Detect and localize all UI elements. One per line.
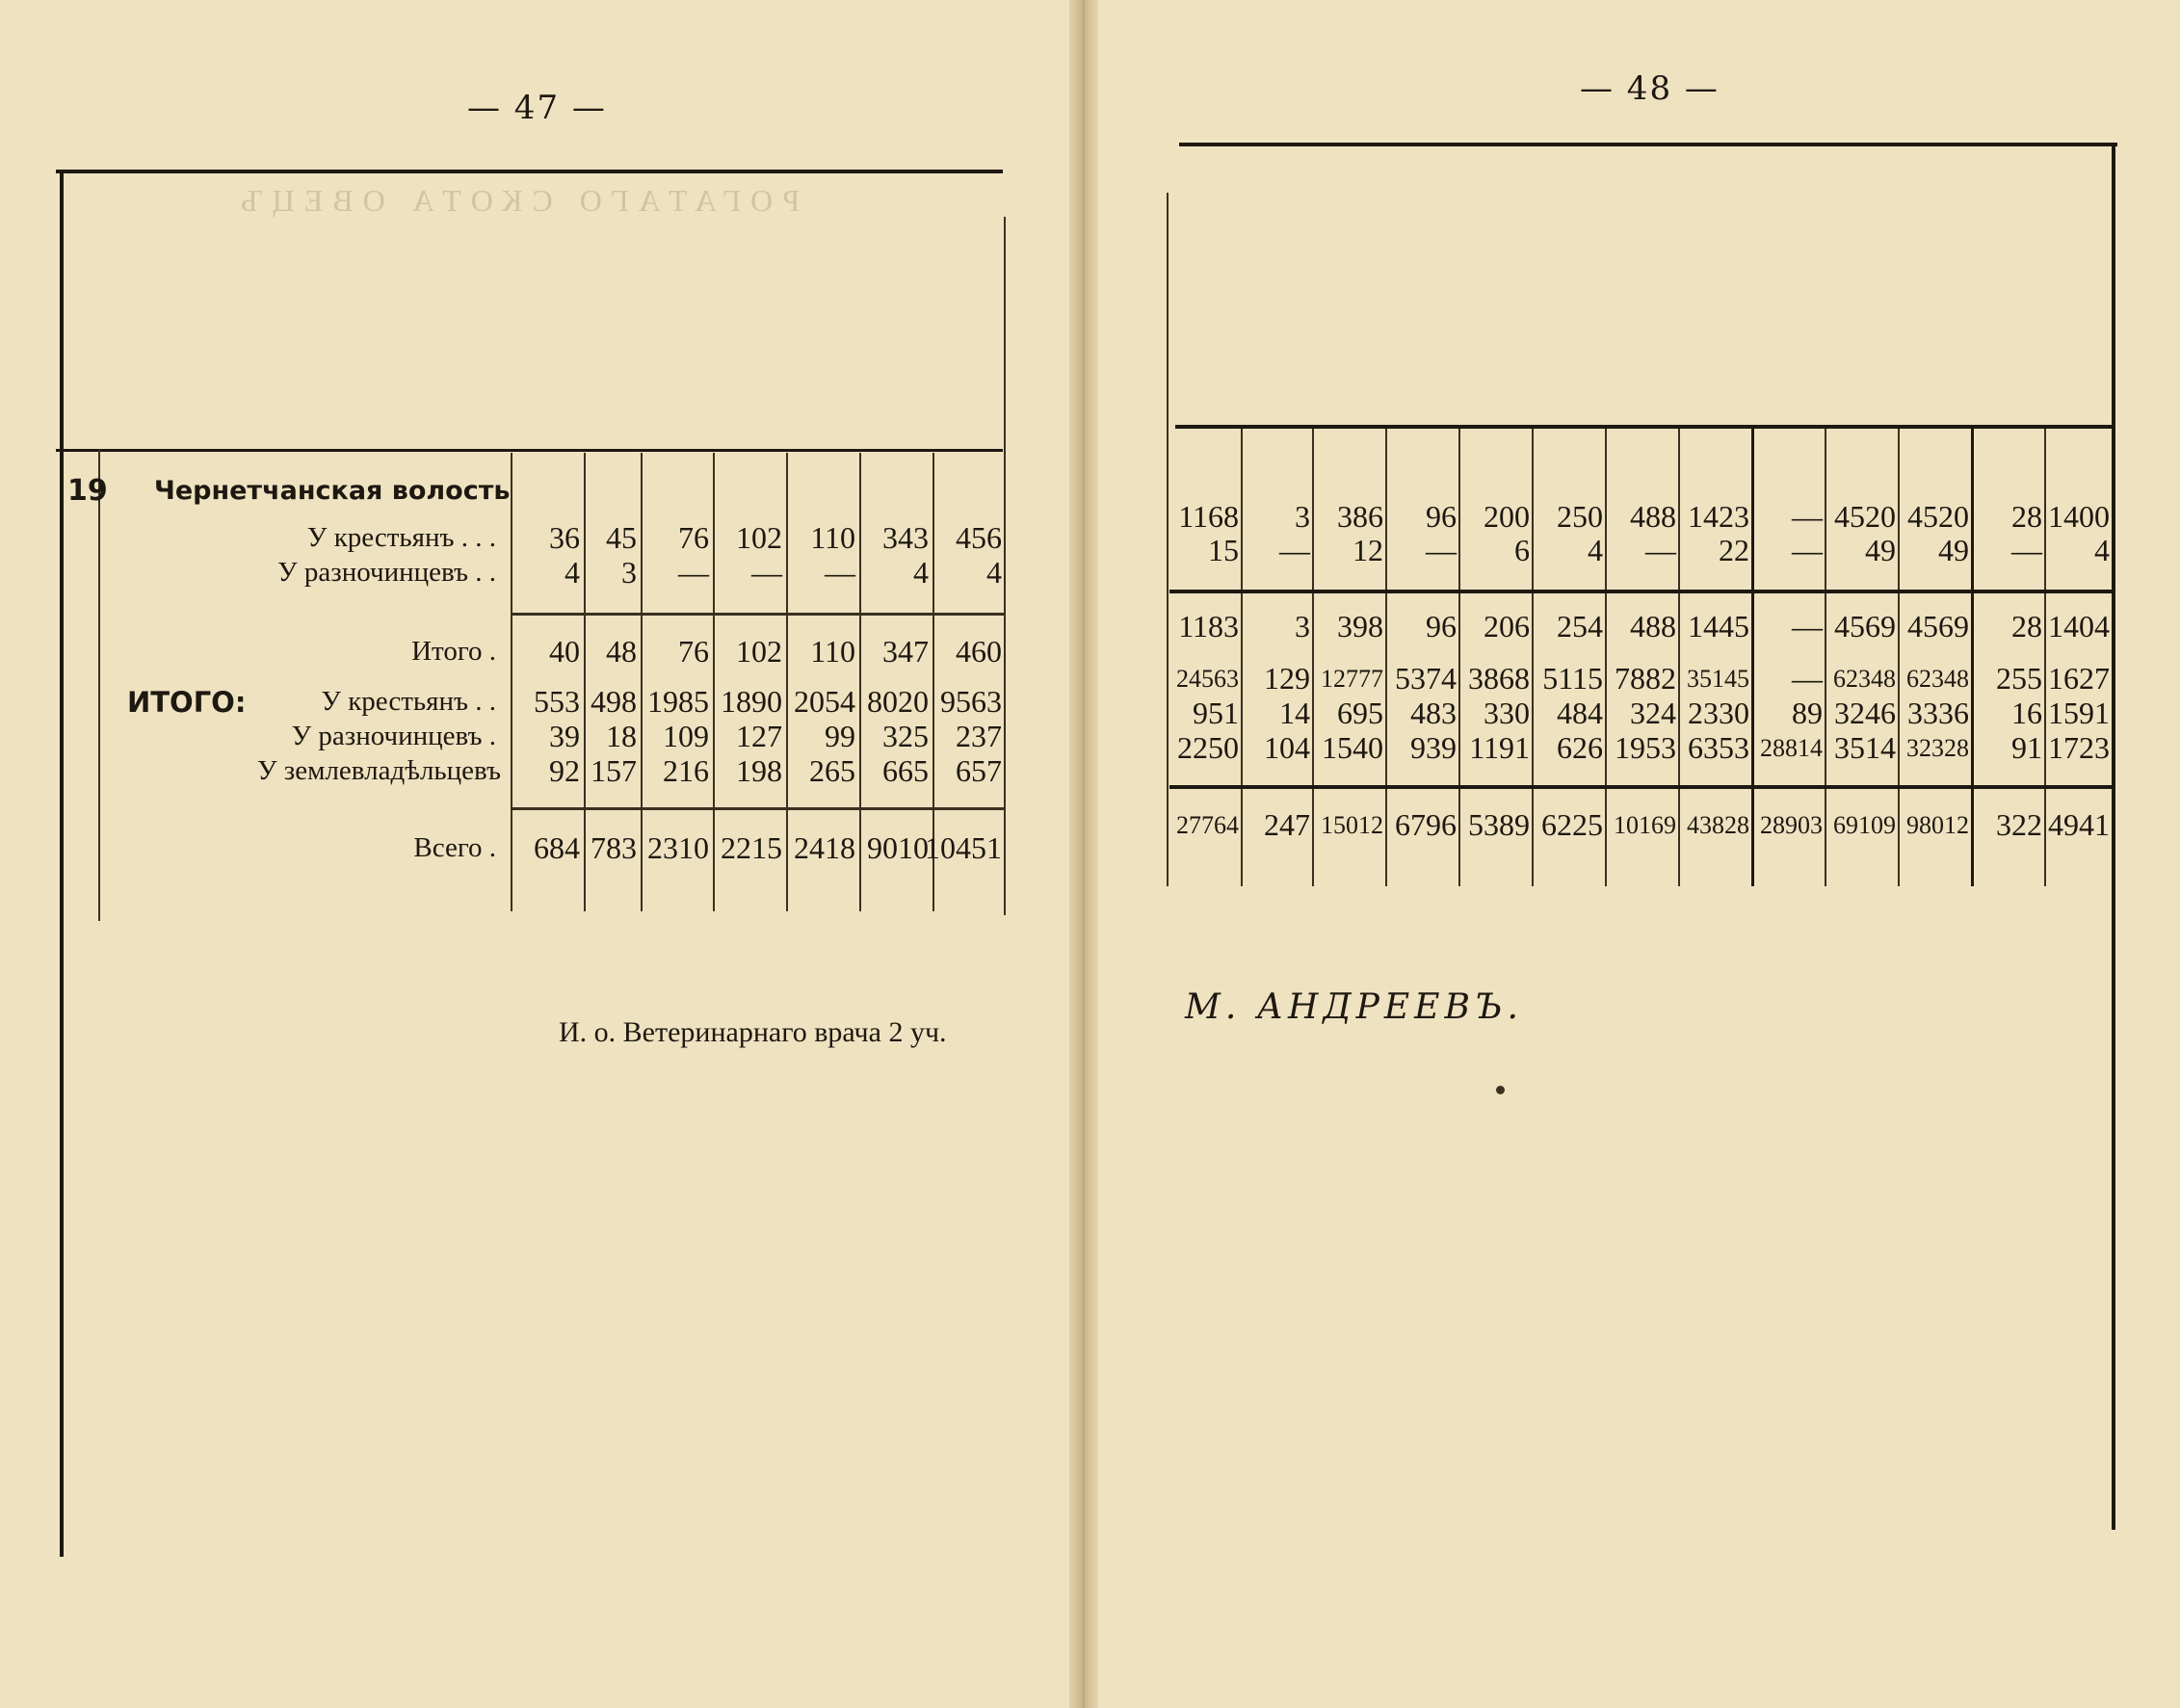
cell-value: 3	[1295, 609, 1310, 644]
cell-value: 657	[956, 753, 1002, 788]
column-rule	[1825, 429, 1826, 886]
cell-value: 3868	[1468, 661, 1530, 696]
cell-value: —	[678, 555, 709, 590]
cell-value: 28814	[1760, 734, 1823, 762]
cell-value: 9010	[867, 830, 929, 865]
cell-value: 2418	[794, 830, 855, 865]
cell-value: 28	[2011, 499, 2042, 534]
row-label: У землевладѣльцевъ	[256, 755, 501, 786]
column-rule	[1458, 429, 1460, 886]
cell-value: 69109	[1833, 811, 1896, 839]
cell-value: 198	[736, 753, 782, 788]
cell-value: —	[825, 555, 855, 590]
volost-title: Чернетчанская волость	[154, 476, 511, 506]
cell-value: 89	[1792, 696, 1823, 730]
cell-value: —	[1792, 609, 1823, 644]
cell-value: 695	[1337, 696, 1383, 730]
cell-value: —	[1792, 499, 1823, 534]
cell-value: 27764	[1176, 811, 1239, 839]
cell-value: 398	[1337, 609, 1383, 644]
column-rule	[1241, 429, 1243, 886]
cell-value: 18	[606, 719, 637, 753]
cell-value: 10169	[1614, 811, 1676, 839]
cell-value: 4569	[1834, 609, 1896, 644]
cell-value: 498	[591, 684, 637, 719]
cell-value: 110	[810, 634, 855, 669]
cell-value: 12	[1353, 533, 1383, 567]
subtotal-rule	[512, 613, 1004, 616]
cell-value: 1953	[1615, 730, 1676, 765]
cell-value: 483	[1410, 696, 1457, 730]
table-col-rule	[859, 453, 861, 911]
cell-value: 40	[549, 634, 580, 669]
cell-value: 5389	[1468, 807, 1530, 842]
cell-value: 347	[882, 634, 929, 669]
column-rule	[1678, 429, 1680, 886]
cell-value: 102	[736, 520, 782, 555]
cell-value: 247	[1264, 807, 1310, 842]
cell-value: 43828	[1687, 811, 1749, 839]
cell-value: 1591	[2048, 696, 2110, 730]
cell-value: 6225	[1541, 807, 1603, 842]
cell-value: 45	[606, 520, 637, 555]
cell-value: 127	[736, 719, 782, 753]
cell-value: 102	[736, 634, 782, 669]
cell-value: 24563	[1176, 665, 1239, 693]
cell-value: 7882	[1615, 661, 1676, 696]
cell-value: 1183	[1178, 609, 1239, 644]
cell-value: 324	[1630, 696, 1676, 730]
column-rule	[2044, 429, 2046, 886]
cell-value: 22	[1719, 533, 1749, 567]
cell-value: —	[2011, 533, 2042, 567]
cell-value: 684	[534, 830, 580, 865]
ink-dot	[1496, 1086, 1505, 1094]
cell-value: 157	[591, 753, 637, 788]
cell-value: 3	[1295, 499, 1310, 534]
bleed-through-header: РОГАТАГО СКОТА ОВЕЦЪ	[231, 183, 801, 218]
cell-value: 91	[2011, 730, 2042, 765]
cell-value: 5115	[1542, 661, 1603, 696]
cell-value: 32328	[1906, 734, 1969, 762]
cell-value: —	[1792, 661, 1823, 696]
cell-value: 2250	[1177, 730, 1239, 765]
total-rule	[512, 807, 1004, 810]
cell-value: 14	[1279, 696, 1310, 730]
cell-value: 4941	[2048, 807, 2110, 842]
cell-value: 28903	[1760, 811, 1823, 839]
row-label: У крестьянъ . .	[321, 686, 496, 717]
cell-value: 96	[1426, 499, 1457, 534]
cell-value: 237	[956, 719, 1002, 753]
cell-value: 2310	[647, 830, 709, 865]
cell-value: 1423	[1688, 499, 1749, 534]
cell-value: 1723	[2048, 730, 2110, 765]
cell-value: —	[1792, 533, 1823, 567]
table-col-rule	[584, 453, 586, 911]
table-left-border	[60, 170, 64, 1557]
cell-value: 96	[1426, 609, 1457, 644]
cell-value: 35145	[1687, 665, 1749, 693]
cell-value: 951	[1193, 696, 1239, 730]
cell-value: 36	[549, 520, 580, 555]
table-col-rule	[641, 453, 643, 911]
column-rule	[1532, 429, 1534, 886]
cell-value: —	[751, 555, 782, 590]
cell-value: 1540	[1322, 730, 1383, 765]
cell-value: 1404	[2048, 609, 2110, 644]
row-label: У разночинцевъ . .	[277, 557, 496, 588]
cell-value: —	[1426, 533, 1457, 567]
column-rule	[1385, 429, 1387, 886]
cell-value: 3514	[1834, 730, 1896, 765]
column-rule	[1971, 429, 1974, 886]
cell-value: 386	[1337, 499, 1383, 534]
cell-value: 265	[809, 753, 855, 788]
cell-value: 12777	[1321, 665, 1383, 693]
cell-value: 4	[2094, 533, 2110, 567]
cell-value: 460	[956, 634, 1002, 669]
table-header-rule	[56, 449, 1003, 452]
cell-value: 216	[663, 753, 709, 788]
cell-value: 4520	[1907, 499, 1969, 534]
cell-value: 553	[534, 684, 580, 719]
cell-value: 49	[1865, 533, 1896, 567]
cell-value: 16	[2011, 696, 2042, 730]
cell-value: 28	[2011, 609, 2042, 644]
book-gutter	[1069, 0, 1098, 1708]
sum-rule	[1169, 590, 2112, 593]
cell-value: 6796	[1395, 807, 1457, 842]
cell-value: 939	[1410, 730, 1457, 765]
cell-value: 8020	[867, 684, 929, 719]
column-rule	[1312, 429, 1314, 886]
cell-value: 99	[825, 719, 855, 753]
right-table-top-rule	[1179, 143, 2117, 146]
table-col-rule	[786, 453, 788, 911]
cell-value: 5374	[1395, 661, 1457, 696]
cell-value: 255	[1996, 661, 2042, 696]
cell-value: 6353	[1688, 730, 1749, 765]
cell-value: 3246	[1834, 696, 1896, 730]
cell-value: 48	[606, 634, 637, 669]
row-label: Всего .	[413, 832, 496, 863]
cell-value: 3336	[1907, 696, 1969, 730]
table-col-rule	[713, 453, 715, 911]
cell-value: 325	[882, 719, 929, 753]
row-label: У разночинцевъ .	[291, 721, 496, 751]
page-number-right: — 48 —	[1580, 69, 1720, 108]
right-table-left-rule	[1167, 193, 1169, 886]
cell-value: 343	[882, 520, 929, 555]
cell-value: 626	[1557, 730, 1603, 765]
cell-value: 62348	[1906, 665, 1969, 693]
column-rule	[1751, 429, 1754, 886]
cell-value: 4	[565, 555, 580, 590]
cell-value: —	[1645, 533, 1676, 567]
page-number-left: — 47 —	[467, 89, 607, 127]
cell-value: 4	[1588, 533, 1603, 567]
cell-value: 15012	[1321, 811, 1383, 839]
cell-value: 39	[549, 719, 580, 753]
row-number: 19	[67, 474, 108, 508]
cell-value: 254	[1557, 609, 1603, 644]
signature: М. АНДРЕЕВЪ.	[1185, 987, 1523, 1027]
cell-value: 250	[1557, 499, 1603, 534]
cell-value: 4	[986, 555, 1002, 590]
cell-value: 2215	[721, 830, 782, 865]
cell-value: 110	[810, 520, 855, 555]
cell-value: 10451	[925, 830, 1002, 865]
cell-value: 1445	[1688, 609, 1749, 644]
table-col-rule	[98, 449, 100, 921]
right-page	[1089, 0, 2180, 1708]
cell-value: 2054	[794, 684, 855, 719]
cell-value: 4	[913, 555, 929, 590]
cell-value: 76	[678, 520, 709, 555]
right-page-border	[2112, 143, 2115, 1530]
cell-value: 109	[663, 719, 709, 753]
cell-value: 129	[1264, 661, 1310, 696]
cell-value: 76	[678, 634, 709, 669]
cell-value: 783	[591, 830, 637, 865]
row-label: Итого .	[411, 636, 496, 667]
cell-value: 62348	[1833, 665, 1896, 693]
cell-value: 1985	[647, 684, 709, 719]
cell-value: 665	[882, 753, 929, 788]
cell-value: 330	[1484, 696, 1530, 730]
cell-value: 6	[1514, 533, 1530, 567]
cell-value: 2330	[1688, 696, 1749, 730]
cell-value: 488	[1630, 499, 1676, 534]
cell-value: 15	[1208, 533, 1239, 567]
cell-value: 49	[1938, 533, 1969, 567]
itogo-title: ИТОГО:	[127, 686, 247, 719]
cell-value: 3	[621, 555, 637, 590]
cell-value: 1400	[2048, 499, 2110, 534]
cell-value: 98012	[1906, 811, 1969, 839]
cell-value: 484	[1557, 696, 1603, 730]
cell-value: —	[1279, 533, 1310, 567]
cell-value: 4520	[1834, 499, 1896, 534]
cell-value: 104	[1264, 730, 1310, 765]
cell-value: 456	[956, 520, 1002, 555]
cell-value: 92	[549, 753, 580, 788]
column-rule	[1605, 429, 1607, 886]
cell-value: 488	[1630, 609, 1676, 644]
cell-value: 9563	[940, 684, 1002, 719]
row-label: У крестьянъ . . .	[306, 522, 496, 553]
signatory-position: И. о. Ветеринарнаго врача 2 уч.	[559, 1016, 947, 1048]
cell-value: 1890	[721, 684, 782, 719]
table-col-rule	[511, 453, 512, 911]
column-rule	[1898, 429, 1900, 886]
cell-value: 4569	[1907, 609, 1969, 644]
table-right-border	[1004, 217, 1006, 915]
sum-rule	[1169, 785, 2112, 789]
cell-value: 1191	[1469, 730, 1530, 765]
cell-value: 200	[1484, 499, 1530, 534]
cell-value: 322	[1996, 807, 2042, 842]
cell-value: 1168	[1178, 499, 1239, 534]
table-top-rule	[56, 170, 1003, 173]
cell-value: 1627	[2048, 661, 2110, 696]
cell-value: 206	[1484, 609, 1530, 644]
